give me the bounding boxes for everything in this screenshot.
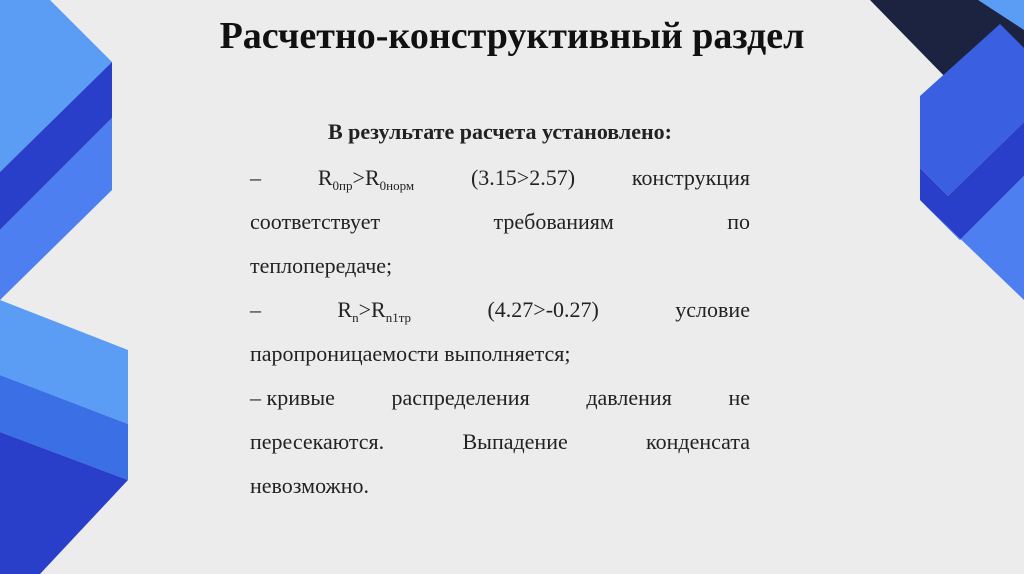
item2-values: (4.27>-0.27) [487,297,599,322]
item1-line2 [250,200,750,244]
slide-title: Расчетно-конструктивный раздел [219,15,805,57]
item2-formula: $R_n>R_{n1тр}$ [337,297,412,325]
item1-dash: – [250,165,261,190]
item2-dash: – [250,297,261,322]
item1-line1 [250,156,750,200]
item3-line3 [250,464,750,508]
item3-word-h: невозможно. [250,473,370,498]
slide-content [250,110,750,508]
item2-word1: условие [675,297,750,322]
item3-word-b: распределения [391,385,530,410]
item1-values: (3.15>2.57) [470,165,576,190]
item3-word-e: пересекаются. [250,429,385,454]
item1-word4: по [727,209,750,234]
item2-line1 [250,288,750,332]
content-heading: В результате расчета установлено: [327,119,673,144]
item1-formula: $R_{0пр}>R_{0норм}$ [317,165,415,193]
item3-word-g: конденсата [646,429,750,454]
item3-word-f: Выпадение [462,429,568,454]
item1-word2: соответствует [250,209,381,234]
item1-line3 [250,244,750,288]
item1-word1: конструкция [631,165,750,190]
item1-word3: требованиям [493,209,614,234]
item1-word5: теплопередаче; [250,253,393,278]
item3-line2 [250,420,750,464]
item3-word-c: давления [586,385,672,410]
item3-word-d: не [728,385,750,410]
item3-line1 [250,376,750,420]
item2-line2 [250,332,750,376]
item3-word-a: – кривые [250,385,335,410]
item2-word2: паропроницаемости выполняется; [250,341,571,366]
